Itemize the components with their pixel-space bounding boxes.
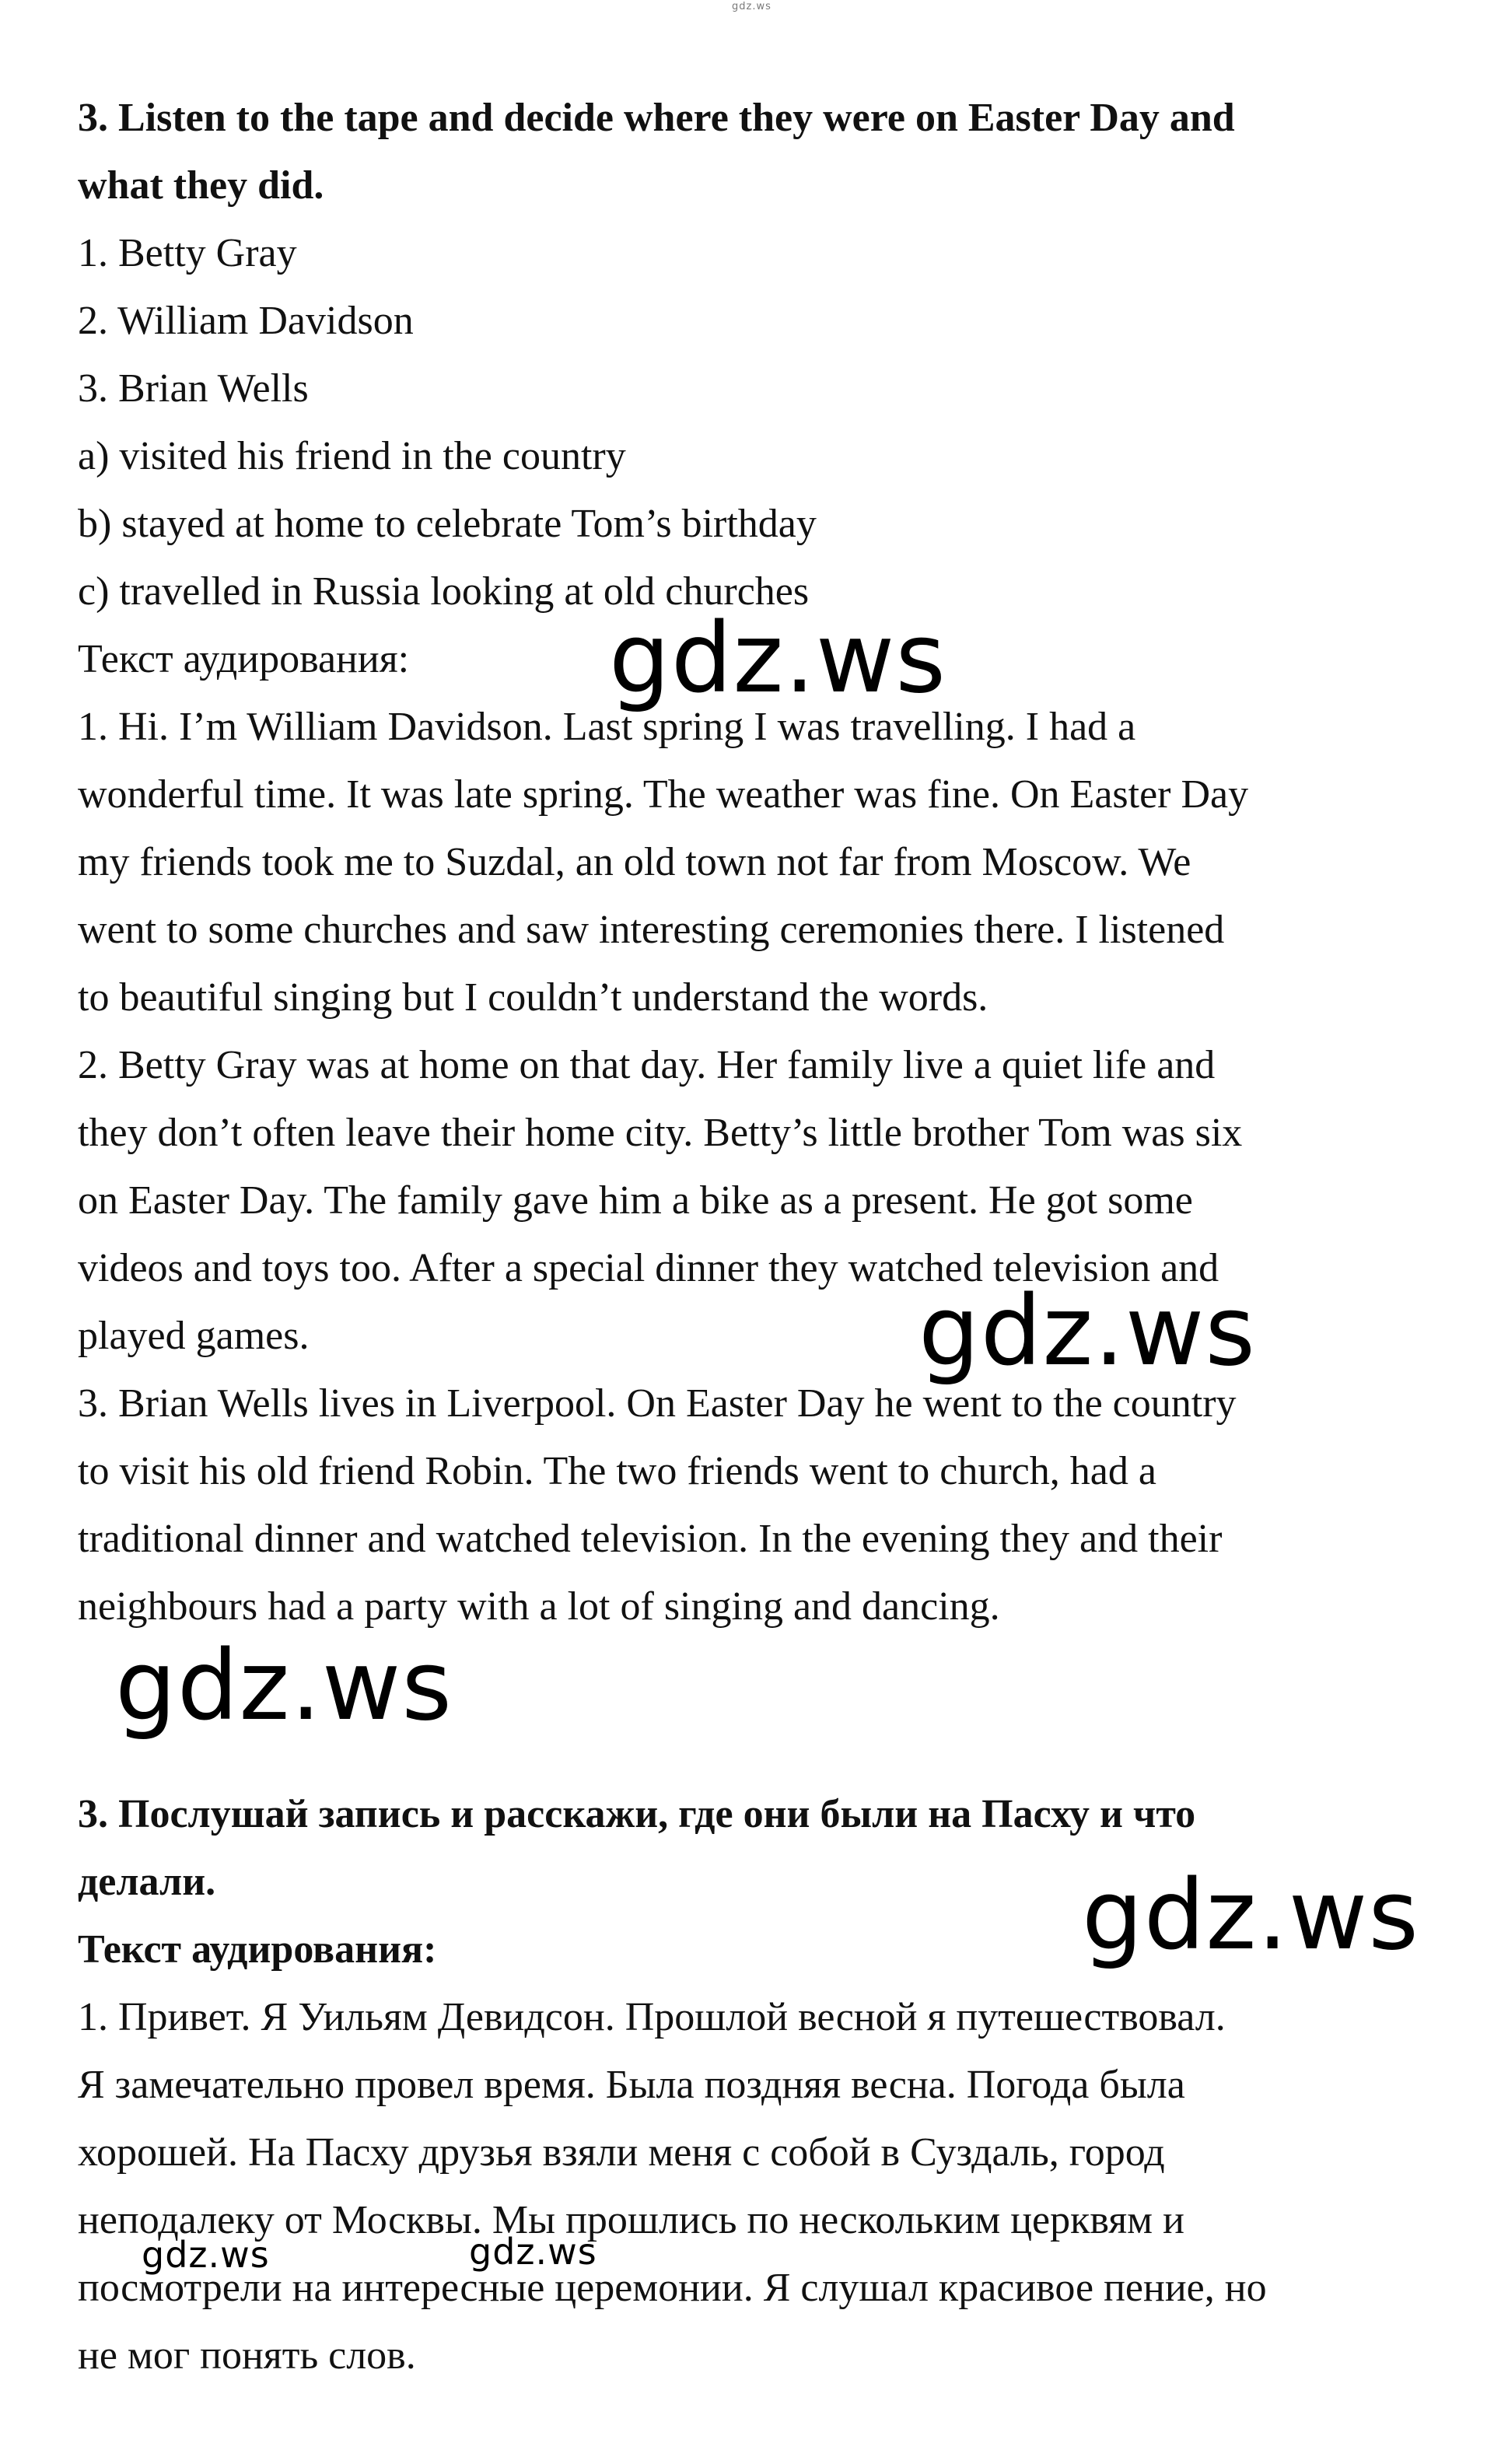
english-paragraph-line-5: to beautiful singing but I couldn’t understand the words. (78, 975, 988, 1020)
english-paragraph-line-9: videos and toys too. After a special dinner they watched television and (78, 1246, 1219, 1290)
english-paragraph-line-3: my friends took me to Suzdal, an old town not far from Moscow. We (78, 840, 1191, 884)
option-a: a) visited his friend in the country (78, 434, 626, 478)
watermark-4: gdz.ws (1082, 1860, 1419, 1972)
english-paragraph-line-8: on Easter Day. The family gave him a bike as a present. He got some (78, 1178, 1193, 1223)
english-listening-label: Текст аудирования: (78, 637, 410, 681)
russian-paragraph-line-1: 1. Привет. Я Уильям Девидсон. Прошлой весной я путешествовал. (78, 1995, 1226, 2039)
russian-paragraph-line-4: неподалеку от Москвы. Мы прошлись по нескольким церквям и (78, 2198, 1184, 2242)
option-c: c) travelled in Russia looking at old churches (78, 569, 810, 614)
english-paragraph-line-4: went to some churches and saw interesting ceremonies there. I listened (78, 908, 1225, 952)
english-paragraph-line-2: wonderful time. It was late spring. The weather was fine. On Easter Day (78, 772, 1249, 817)
english-paragraph-line-10: played games. (78, 1314, 310, 1358)
name-item-2: 2. William Davidson (78, 299, 414, 343)
russian-heading-line-1: 3. Послушай запись и расскажи, где они были на Пасху и что (78, 1792, 1196, 1836)
russian-paragraph-line-5: посмотрели на интересные церемонии. Я слушал красивое пение, но (78, 2266, 1267, 2310)
watermark-2: gdz.ws (918, 1276, 1256, 1388)
russian-paragraph-line-6: не мог понять слов. (78, 2333, 416, 2378)
english-heading-line-1: 3. Listen to the tape and decide where they were on Easter Day and (78, 96, 1235, 140)
name-item-3: 3. Brian Wells (78, 366, 309, 411)
watermark-5: gdz.ws (142, 2234, 270, 2276)
english-paragraph-line-14: neighbours had a party with a lot of singing and dancing. (78, 1584, 1000, 1629)
russian-paragraph-line-3: хорошей. На Пасху друзья взяли меня с собой в Суздаль, город (78, 2130, 1165, 2175)
english-paragraph-line-13: traditional dinner and watched television. In the evening they and their (78, 1517, 1223, 1561)
english-paragraph-line-1: 1. Hi. I’m William Davidson. Last spring I was travelling. I had a (78, 705, 1136, 749)
option-b: b) stayed at home to celebrate Tom’s birthday (78, 502, 817, 546)
english-paragraph-line-6: 2. Betty Gray was at home on that day. Her family live a quiet life and (78, 1043, 1216, 1087)
english-paragraph-line-11: 3. Brian Wells lives in Liverpool. On Easter Day he went to the country (78, 1381, 1237, 1426)
english-paragraph-line-7: they don’t often leave their home city. Betty’s little brother Tom was six (78, 1111, 1243, 1155)
watermark-1: gdz.ws (609, 603, 946, 715)
russian-paragraph-line-2: Я замечательно провел время. Была поздняя весна. Погода была (78, 2063, 1185, 2107)
name-item-1: 1. Betty Gray (78, 231, 297, 275)
watermark-6: gdz.ws (469, 2231, 597, 2273)
watermark-3: gdz.ws (115, 1630, 453, 1742)
english-heading-line-2: what they did. (78, 163, 324, 208)
russian-listening-label: Текст аудирования: (78, 1927, 437, 1972)
top-watermark: gdz.ws (732, 1, 771, 12)
english-paragraph-line-12: to visit his old friend Robin. The two friends went to church, had a (78, 1449, 1156, 1493)
russian-heading-line-2: делали. (78, 1860, 216, 1904)
